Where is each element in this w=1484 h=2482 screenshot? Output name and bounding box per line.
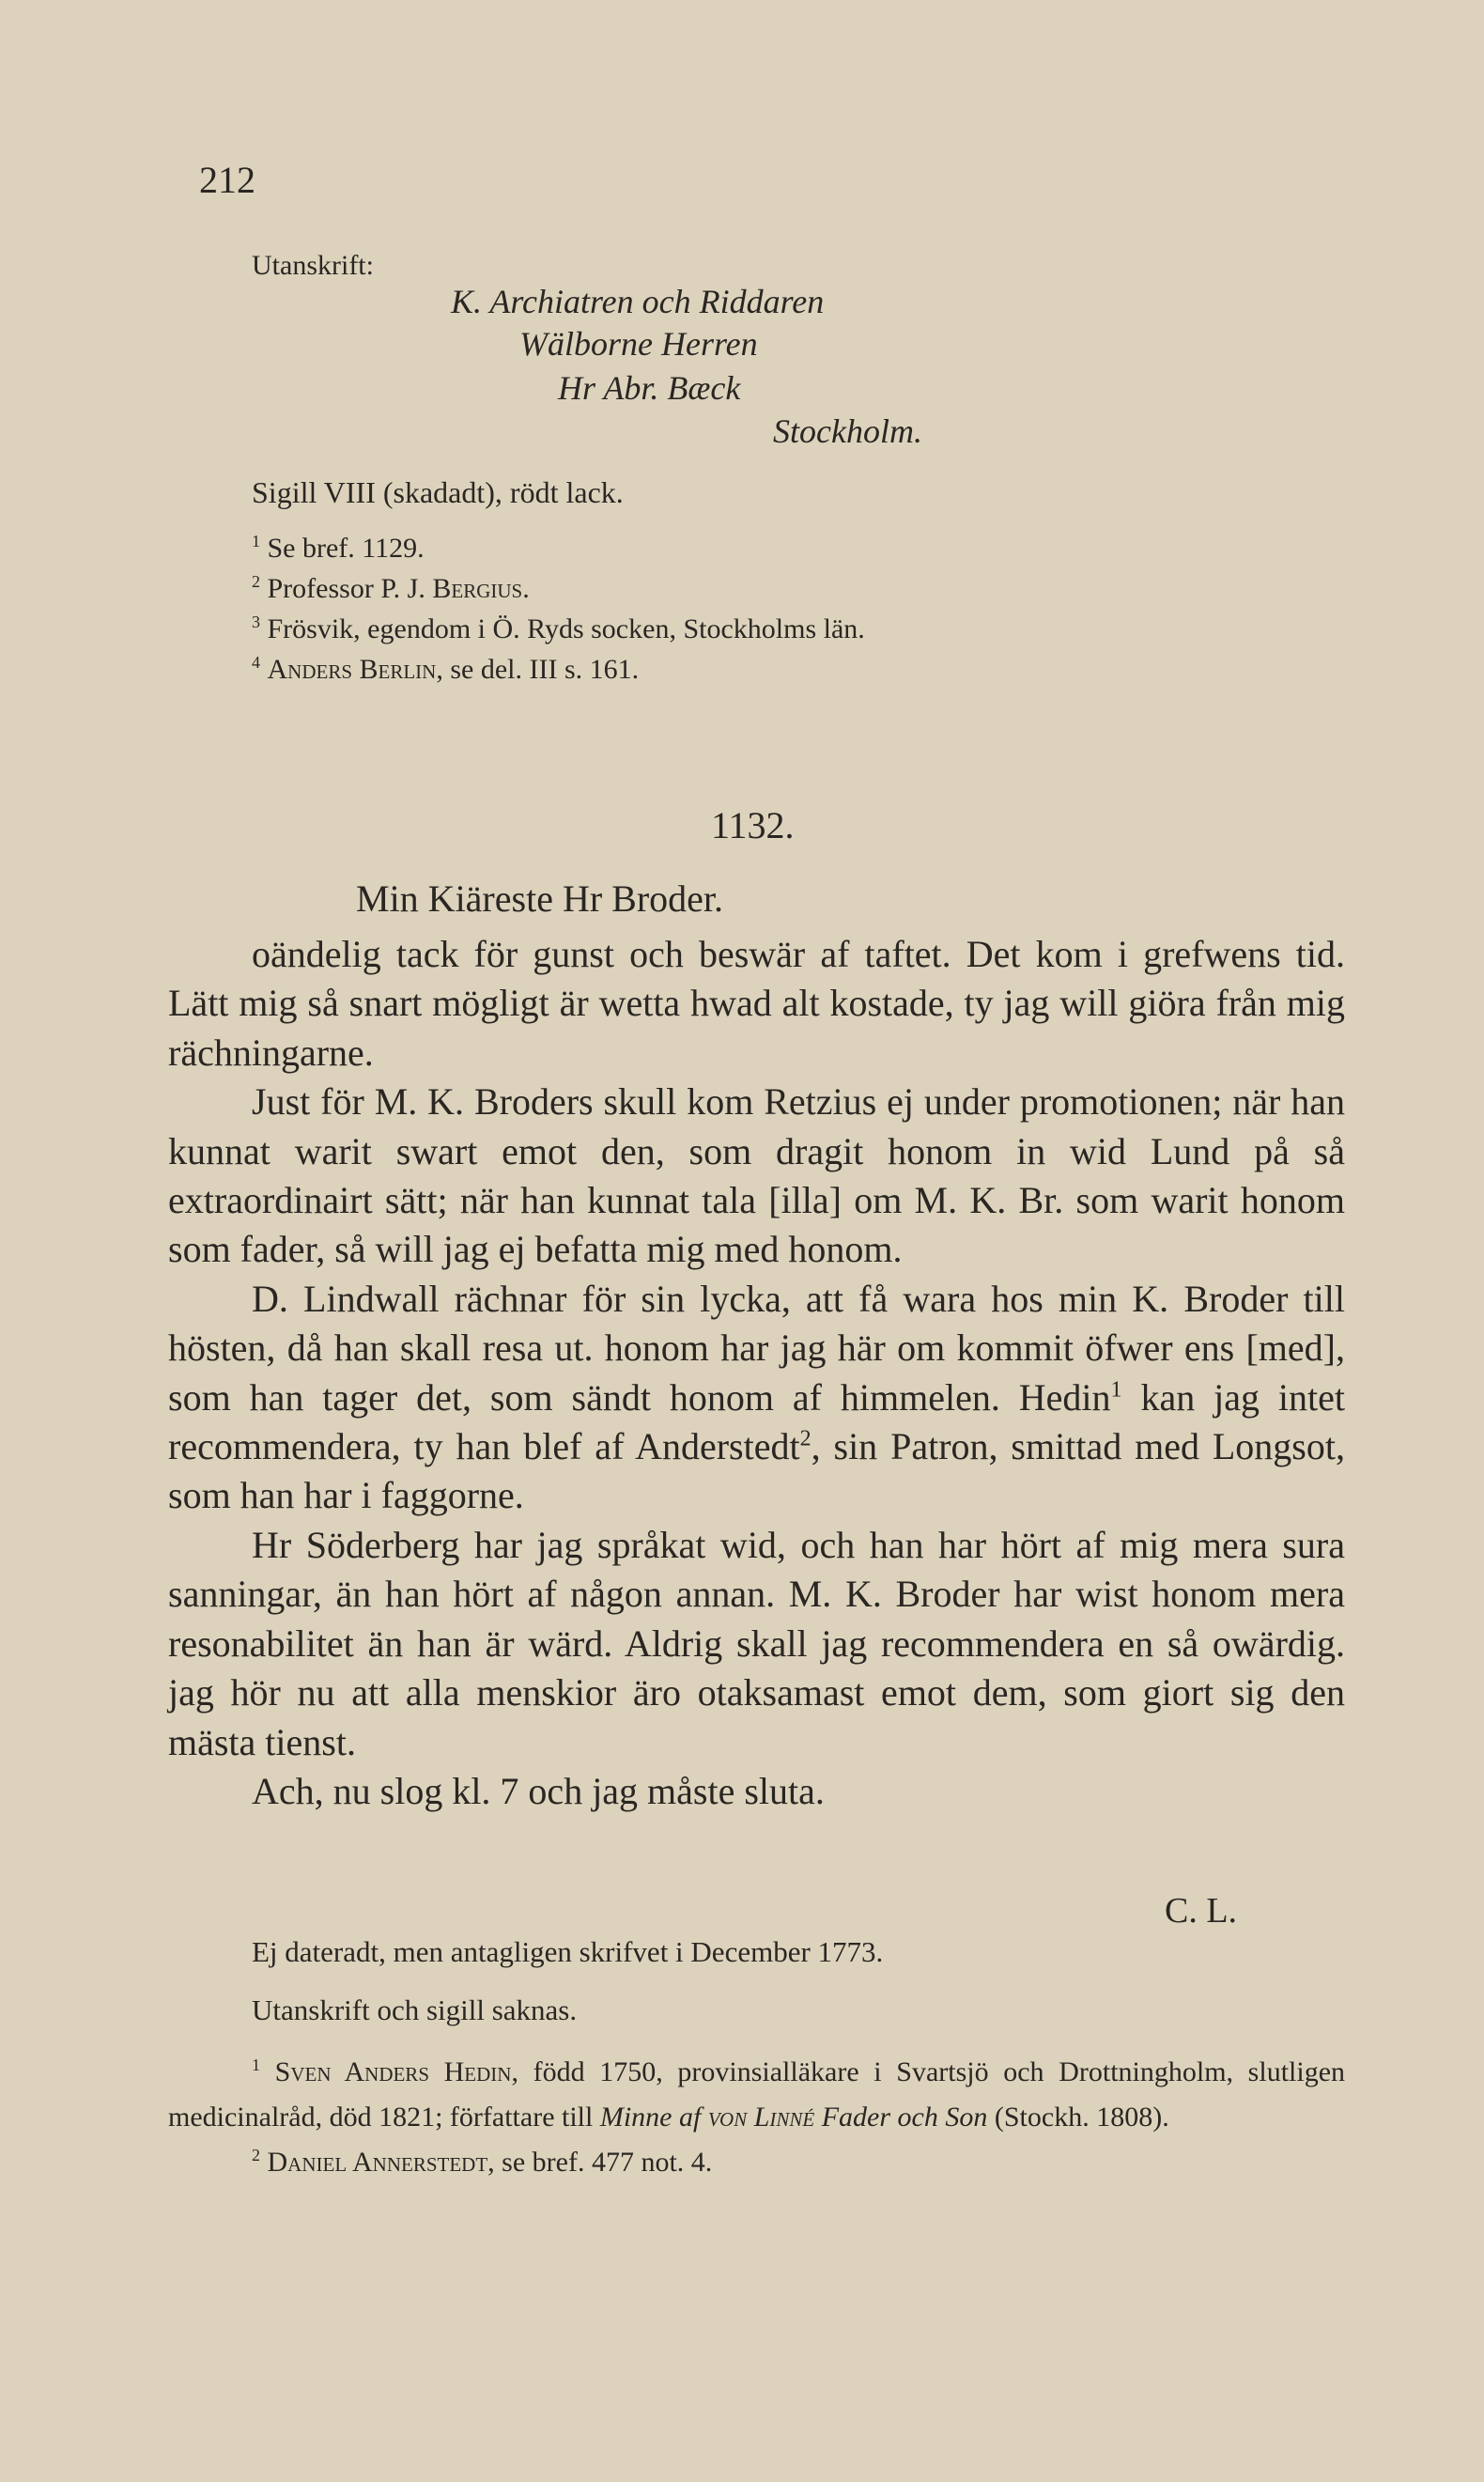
footnote-marker: 1 (252, 2055, 260, 2074)
footnote-2 (168, 2140, 1345, 2185)
address-line-3: Hr Abr. Bæck (558, 369, 741, 407)
address-label: Utanskrift: (252, 250, 374, 281)
footnote-1 (252, 533, 425, 565)
text-segment: kan jag intet recommendera, ty han blef af Anderstedt (168, 1375, 1345, 1468)
book-title-name: von Linné (707, 2102, 815, 2133)
address-line-2: Wälborne Herren (519, 325, 758, 363)
footnote-ref: 1 (1110, 1377, 1122, 1403)
footnote-marker: 2 (252, 2146, 260, 2164)
paragraph-5: Ach, nu slog kl. 7 och jag måste sluta. (252, 1769, 825, 1812)
person-name: Daniel Annerstedt (267, 2147, 488, 2178)
footnote-suffix: , se del. III s. 161. (436, 654, 640, 685)
text-segment: D. Lindwall rächnar för sin lycka, att få wara hos min K. Broder till hösten, då han skall resa ut. honom har jag här om kommit öfwer ens [med], som han tager det, som sändt honom af himmelen. Hedin (168, 1277, 1345, 1419)
footnote-marker: 1 (252, 532, 260, 551)
person-name: Anders Berlin (267, 654, 437, 685)
footnote-marker: 2 (252, 572, 260, 591)
letter-body (168, 930, 1345, 1816)
date-note: Ej dateradt, men antagligen skrifvet i December 1773. (252, 1935, 884, 1968)
footnote-marker: 3 (252, 613, 260, 631)
paragraph-4: Hr Söderberg har jag språkat wid, och han har hört af mig mera sura sanningar, än han hört af någon annan. M. K. Broder har wist honom mera resonabilitet än han är wärd. Aldrig skall jag recommendera en så owärdig. jag hör nu att alla menskior äro otaksamast emot dem, som giort sig den mästa tienst. (168, 1523, 1345, 1763)
address-line-1: K. Archiatren och Riddaren (451, 283, 825, 320)
paragraph-2: Just för M. K. Broders skull kom Retzius ej under promotionen; när han kunnat warit swart emot den, som dragit honom in wid Lund på så extraordinairt sätt; när han kunnat tala [illa] om M. K. Br. som warit honom som fader, så will jag ej befatta mig med honom. (168, 1080, 1345, 1271)
salutation: Min Kiäreste Hr Broder. (356, 877, 724, 920)
person-name: Sven Anders Hedin (274, 2056, 512, 2087)
footnote-4 (252, 654, 639, 686)
footnote-1 (168, 2050, 1345, 2140)
footnote-text: Frösvik, egendom i Ö. Ryds socken, Stockholms län. (267, 613, 865, 644)
footnote-suffix: . (522, 573, 530, 604)
letter-number: 1132. (711, 804, 795, 846)
paragraph-1: oändelig tack för gunst och beswär af taftet. Det kom i grefwens tid. Lätt mig så snart mögligt är wetta hwad alt kostade, ty jag will giöra från mig rächningarne. (168, 933, 1345, 1074)
footnote-text: Se bref. 1129. (267, 533, 425, 564)
page-number: 212 (199, 159, 255, 201)
footnote-3 (252, 613, 865, 645)
book-title: Minne af (599, 2102, 708, 2133)
paragraph-3 (168, 1275, 1345, 1521)
letter-footnotes (168, 2050, 1345, 2185)
book-title: Fader och Son (814, 2102, 988, 2133)
footnote-ref: 2 (799, 1426, 812, 1451)
footnote-2 (252, 573, 530, 605)
seal-note: Sigill VIII (skadadt), rödt lack. (252, 475, 624, 509)
footnote-prefix: Professor P. J. (267, 573, 433, 604)
footnote-text: (Stockh. 1808). (987, 2102, 1169, 2133)
footnote-text: , se bref. 477 not. 4. (487, 2147, 713, 2178)
envelope-note: Utanskrift och sigill saknas. (252, 1993, 578, 2026)
text-segment: , sin Patron, smittad med Longsot, som han har i faggorne. (168, 1425, 1345, 1517)
address-line-4: Stockholm. (773, 412, 922, 450)
footnote-text: , född 1750, provinsialläkare i Svartsjö och Drottningholm, slutligen medicinalråd, död 1821; författare till (168, 2056, 1346, 2133)
person-name: Bergius (432, 573, 523, 604)
signature: C. L. (1165, 1891, 1238, 1931)
footnote-marker: 4 (252, 653, 260, 672)
